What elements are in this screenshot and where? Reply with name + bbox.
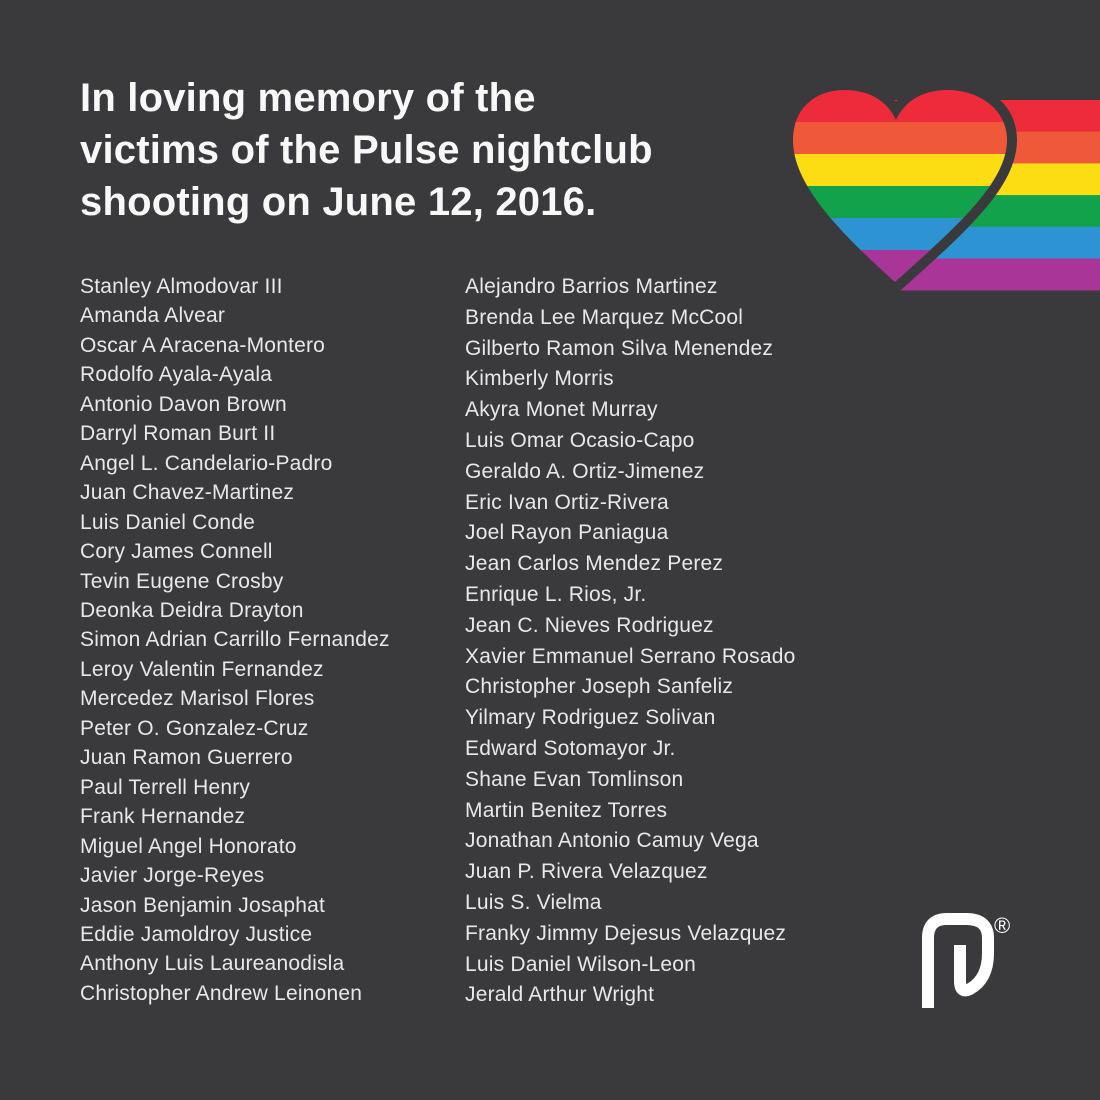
rainbow-heart-icon [780, 70, 1100, 300]
victim-name: Brenda Lee Marquez McCool [465, 305, 744, 329]
victim-name: Javier Jorge-Reyes [80, 864, 265, 888]
victim-name: Juan P. Rivera Velazquez [465, 860, 708, 884]
victim-name: Paul Terrell Henry [80, 775, 251, 799]
victim-name: Kimberly Morris [465, 367, 614, 391]
victim-name: Joel Rayon Paniagua [465, 521, 669, 545]
registered-trademark-symbol: ® [994, 913, 1011, 938]
victim-name: Anthony Luis Laureanodisla [80, 952, 345, 976]
victim-name: Yilmary Rodriguez Solivan [465, 706, 716, 730]
victim-name: Angel L. Candelario-Padro [80, 451, 333, 475]
victim-name: Leroy Valentin Fernandez [80, 657, 324, 681]
victim-name: Shane Evan Tomlinson [465, 767, 684, 791]
planned-parenthood-logo [918, 903, 1018, 1015]
title-line-2: victims of the Pulse nightclub [80, 128, 653, 172]
victim-name: Deonka Deidra Drayton [80, 598, 304, 622]
victim-name: Juan Ramon Guerrero [80, 746, 293, 770]
victim-name: Oscar A Aracena-Montero [80, 333, 326, 357]
victim-name: Franky Jimmy Dejesus Velazquez [465, 921, 787, 945]
victim-name: Martin Benitez Torres [465, 798, 668, 822]
victim-name: Edward Sotomayor Jr. [465, 736, 676, 760]
victim-name: Jean C. Nieves Rodriguez [465, 613, 714, 637]
victim-name: Enrique L. Rios, Jr. [465, 582, 647, 606]
victim-name: Miguel Angel Honorato [80, 834, 297, 858]
victim-name: Christopher Andrew Leinonen [80, 981, 363, 1005]
victim-name: Geraldo A. Ortiz-Jimenez [465, 459, 705, 483]
victim-name: Luis Omar Ocasio-Capo [465, 428, 695, 452]
victims-column-right [465, 272, 865, 1011]
victim-name: Christopher Joseph Sanfeliz [465, 675, 734, 699]
victim-name: Gilberto Ramon Silva Menendez [465, 336, 774, 360]
victim-name: Eric Ivan Ortiz-Rivera [465, 490, 669, 514]
victim-name: Frank Hernandez [80, 805, 246, 829]
victim-name: Luis Daniel Wilson-Leon [465, 952, 697, 976]
victim-name: Alejandro Barrios Martinez [465, 275, 718, 298]
victim-name: Mercedez Marisol Flores [80, 687, 315, 711]
victim-name: Cory James Connell [80, 540, 273, 564]
title-line-3: shooting on June 12, 2016. [80, 180, 597, 224]
victim-name: Juan Chavez-Martinez [80, 481, 295, 505]
victim-name: Darryl Roman Burt II [80, 422, 276, 446]
victim-name: Simon Adrian Carrillo Fernandez [80, 628, 390, 652]
victim-name: Xavier Emmanuel Serrano Rosado [465, 644, 796, 668]
victim-name: Stanley Almodovar III [80, 275, 283, 298]
victim-name: Luis Daniel Conde [80, 510, 256, 534]
victim-name: Jean Carlos Mendez Perez [465, 552, 724, 576]
victim-name: Luis S. Vielma [465, 890, 602, 914]
victim-name: Tevin Eugene Crosby [80, 569, 284, 593]
planned-parenthood-mark-icon [928, 919, 988, 1008]
victims-column-left [80, 272, 460, 1008]
victim-name: Jerald Arthur Wright [465, 983, 655, 1007]
victim-name: Rodolfo Ayala-Ayala [80, 363, 273, 387]
victim-name: Amanda Alvear [80, 304, 226, 328]
victim-name: Peter O. Gonzalez-Cruz [80, 716, 309, 740]
victim-name: Antonio Davon Brown [80, 392, 287, 416]
victim-name: Jason Benjamin Josaphat [80, 893, 326, 917]
victim-name: Akyra Monet Murray [465, 398, 658, 422]
victim-name: Eddie Jamoldroy Justice [80, 922, 313, 946]
memorial-title [80, 72, 760, 228]
victim-name: Jonathan Antonio Camuy Vega [465, 829, 759, 853]
title-line-1: In loving memory of the [80, 76, 536, 120]
